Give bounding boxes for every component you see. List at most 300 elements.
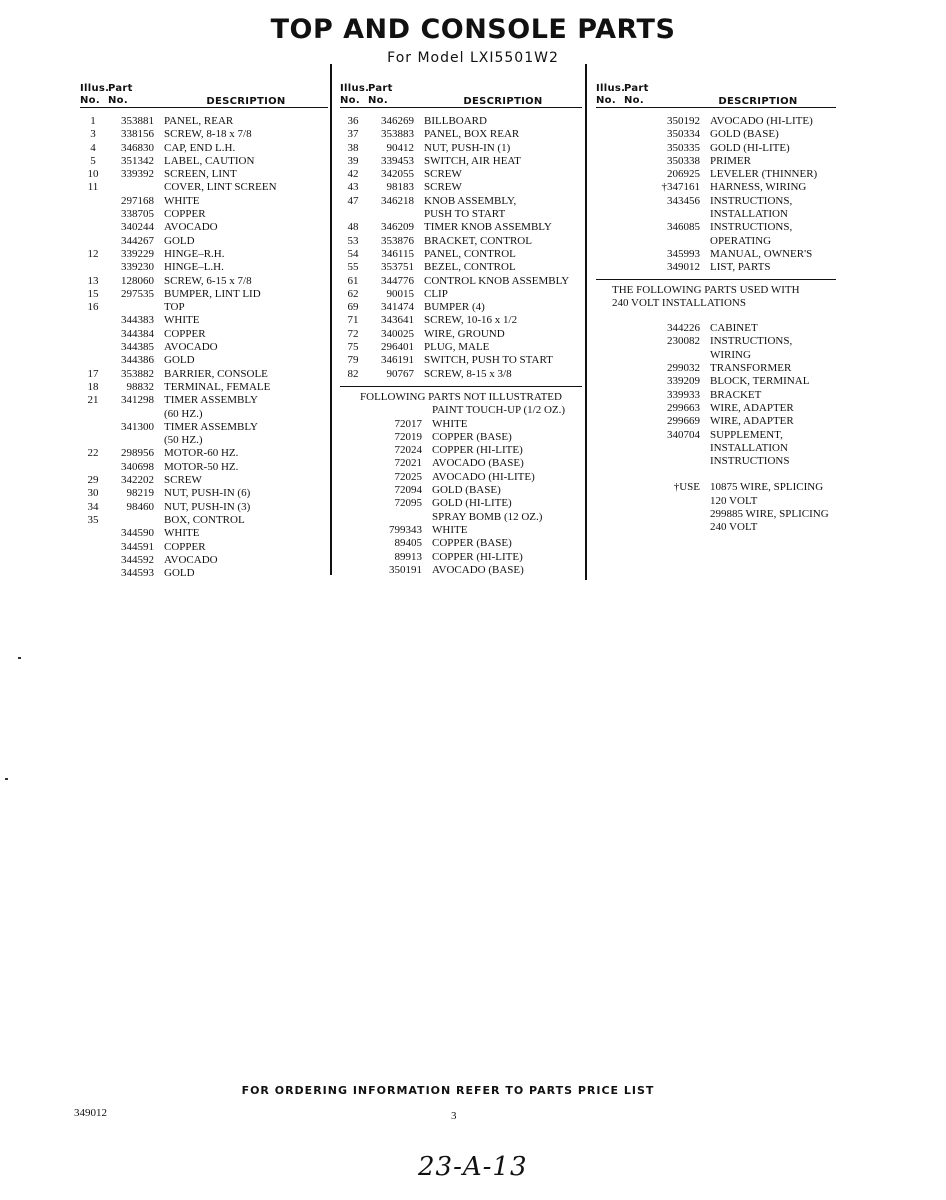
illus-number [80, 434, 106, 447]
part-number: 297535 [121, 287, 154, 300]
part-description: GOLD (HI-LITE) [710, 141, 790, 154]
table-row [80, 275, 328, 288]
part-description: BLOCK, TERMINAL [710, 375, 810, 388]
part-description: GOLD (BASE) [432, 484, 501, 497]
table-row [596, 402, 836, 415]
table-row [340, 275, 582, 288]
illus-number: 71 [347, 314, 359, 327]
table-row [596, 235, 836, 248]
part-number: 341474 [381, 301, 414, 314]
part-number: 344384 [121, 327, 154, 340]
scan-mark [5, 778, 8, 780]
part-number: 339453 [381, 154, 414, 167]
part-description: INSTALLATION [710, 208, 788, 221]
parts-column-1 [80, 75, 328, 580]
illus-number: 3 [90, 128, 96, 141]
illus-number: 72 [347, 327, 359, 340]
illus-number [80, 195, 106, 208]
part-description: WHITE [432, 523, 468, 536]
part-description: TERMINAL, FEMALE [164, 380, 271, 393]
part-number: 341298 [121, 394, 154, 407]
illus-number: 42 [347, 168, 359, 181]
illus-number: 39 [347, 154, 359, 167]
table-row [596, 128, 836, 141]
part-description: PANEL, BOX REAR [424, 128, 520, 141]
part-description: SWITCH, PUSH TO START [424, 354, 553, 367]
part-number: 338705 [121, 208, 154, 221]
part-number: 299032 [667, 362, 700, 375]
table-row [80, 421, 328, 434]
part-description: WIRING [710, 348, 751, 361]
part-number: 346269 [381, 115, 414, 127]
part-number: 345993 [667, 247, 700, 260]
part-description: PRIMER [710, 154, 751, 167]
part-number: 98183 [386, 181, 414, 194]
part-description: BUMPER, LINT LID [164, 287, 261, 300]
illus-number [80, 208, 106, 221]
part-description: COPPER (BASE) [432, 430, 512, 443]
parts-column-2 [340, 75, 582, 577]
splicing-wire-note [596, 481, 836, 534]
part-number [622, 235, 710, 248]
part-description: AVOCADO [164, 221, 218, 234]
parts-list [340, 115, 582, 381]
part-number: 72094 [394, 484, 422, 497]
illus-number: 18 [87, 380, 99, 393]
part-number: 90412 [386, 141, 414, 154]
part-no-header: No. [624, 95, 644, 106]
column-divider [330, 64, 332, 575]
ordering-note: FOR ORDERING INFORMATION REFER TO PARTS PRICE LIST [241, 1084, 655, 1097]
table-row [596, 455, 836, 468]
table-row [340, 457, 582, 470]
part-number [106, 408, 164, 421]
part-description: SUPPLEMENT, [710, 428, 783, 441]
part-number: 340025 [381, 327, 414, 340]
volt-240-list [596, 322, 836, 468]
part-number [106, 434, 164, 447]
part-number: 343641 [381, 314, 414, 327]
part-number [622, 208, 710, 221]
part-number: 344591 [121, 540, 154, 553]
part-number: 339209 [667, 375, 700, 388]
part-number: 339933 [667, 388, 700, 401]
illus-header: Illus. [80, 83, 110, 94]
part-number: 350191 [389, 563, 422, 576]
part-number: 351342 [121, 154, 154, 167]
table-row [80, 181, 328, 194]
part-description: WIRE, GROUND [424, 327, 505, 340]
table-row [80, 328, 328, 341]
illus-no-header: No. [596, 95, 616, 106]
table-row [340, 404, 582, 417]
table-row [340, 128, 582, 141]
part-number: 98219 [126, 487, 154, 500]
part-description: GOLD [164, 354, 195, 367]
part-description: PUSH TO START [424, 208, 506, 221]
table-row [596, 442, 836, 455]
part-description: SCREW [424, 181, 462, 194]
illus-number: 47 [347, 194, 359, 207]
table-row [340, 168, 582, 181]
table-row [80, 541, 328, 554]
table-row [340, 368, 582, 381]
description-header: DESCRIPTION [463, 96, 543, 107]
illus-number [340, 208, 366, 221]
illus-number: 54 [347, 247, 359, 260]
part-number: 344592 [121, 553, 154, 566]
part-number: 343456 [667, 194, 700, 207]
part-description: GOLD (BASE) [710, 128, 779, 141]
part-number: 342055 [381, 168, 414, 181]
illus-number [80, 221, 106, 234]
part-no-header: No. [108, 95, 128, 106]
illus-number: 43 [347, 181, 359, 194]
part-description: 120 VOLT [710, 494, 758, 507]
table-row [340, 484, 582, 497]
table-row [80, 381, 328, 394]
part-number: 72021 [394, 457, 422, 470]
illus-number: 38 [347, 141, 359, 154]
table-row [80, 527, 328, 540]
part-number: 349012 [667, 261, 700, 274]
table-row [340, 248, 582, 261]
table-row [596, 375, 836, 388]
part-number: 340698 [121, 460, 154, 473]
part-number: 339392 [121, 168, 154, 181]
part-number: 344383 [121, 314, 154, 327]
table-row [596, 389, 836, 402]
illus-no-header: No. [80, 95, 100, 106]
part-number: 339230 [121, 261, 154, 274]
table-row [340, 497, 582, 510]
table-row [596, 335, 836, 348]
part-description: LIST, PARTS [710, 261, 771, 274]
illus-header: Illus. [596, 83, 626, 94]
document-number: 349012 [74, 1107, 107, 1119]
table-row [80, 354, 328, 367]
part-description: GOLD (HI-LITE) [432, 497, 512, 510]
part-description: SCREEN, LINT [164, 168, 237, 181]
illus-number [80, 328, 106, 341]
table-row [80, 195, 328, 208]
part-number: †USE [673, 481, 700, 494]
part-description: KNOB ASSEMBLY, [424, 194, 517, 207]
part-number [622, 508, 710, 521]
part-description: AVOCADO (HI-LITE) [432, 470, 535, 483]
part-description: PAINT TOUCH-UP (1/2 OZ.) [432, 404, 566, 417]
illus-number [80, 354, 106, 367]
illus-number: 16 [87, 301, 99, 314]
part-number: 340244 [121, 221, 154, 234]
part-number: 341300 [121, 420, 154, 433]
part-number: 346830 [121, 141, 154, 154]
part-number: 98832 [126, 380, 154, 393]
table-row [596, 362, 836, 375]
column-header [596, 75, 836, 108]
part-description: WHITE [164, 194, 200, 207]
table-row [80, 434, 328, 447]
illus-header: Illus. [340, 83, 370, 94]
part-description: INSTRUCTIONS, [710, 194, 793, 207]
part-number: 89913 [394, 550, 422, 563]
table-row [80, 155, 328, 168]
illus-number: 48 [347, 221, 359, 234]
part-description: INSTRUCTIONS, [710, 335, 793, 348]
part-description: AVOCADO (BASE) [432, 563, 524, 576]
part-description: MANUAL, OWNER'S [710, 247, 813, 260]
part-description: BUMPER (4) [424, 301, 485, 314]
part-description: SWITCH, AIR HEAT [424, 154, 521, 167]
part-description: CAP, END L.H. [164, 141, 236, 154]
table-row [340, 115, 582, 128]
part-number: 128060 [121, 274, 154, 287]
table-row [80, 301, 328, 314]
part-number: 90015 [386, 287, 414, 300]
part-header: Part [624, 83, 649, 94]
table-row [596, 168, 836, 181]
part-description: BEZEL, CONTROL [424, 261, 516, 274]
part-description: LABEL, CAUTION [164, 154, 255, 167]
part-description: TOP [164, 301, 185, 314]
part-number: 98460 [126, 500, 154, 513]
table-row [80, 487, 328, 500]
part-description: (60 HZ.) [164, 407, 203, 420]
illus-number: 55 [347, 261, 359, 274]
table-row [340, 142, 582, 155]
volt-240-heading-line2: 240 VOLT INSTALLATIONS [612, 296, 746, 309]
part-description: WIRE, ADAPTER [710, 415, 794, 428]
part-number: 346191 [381, 354, 414, 367]
part-description: AVOCADO (HI-LITE) [710, 115, 813, 127]
part-description: CLIP [424, 287, 448, 300]
page-number: 3 [451, 1110, 457, 1122]
table-row [596, 521, 836, 534]
table-row [340, 444, 582, 457]
table-row [340, 301, 582, 314]
part-description: CABINET [710, 322, 758, 335]
table-row [80, 235, 328, 248]
table-row [340, 537, 582, 550]
part-description: GOLD [164, 567, 195, 580]
table-row [80, 501, 328, 514]
part-description: COPPER (BASE) [432, 537, 512, 550]
part-number: 298956 [121, 447, 154, 460]
table-row [596, 248, 836, 261]
part-number: 342202 [121, 474, 154, 487]
table-row [340, 354, 582, 367]
part-description: CONTROL KNOB ASSEMBLY [424, 274, 570, 287]
part-header: Part [108, 83, 133, 94]
illus-number [80, 341, 106, 354]
table-row [340, 261, 582, 274]
part-description: WIRE, ADAPTER [710, 401, 794, 414]
part-description: (50 HZ.) [164, 434, 203, 447]
illus-number [80, 461, 106, 474]
description-header: DESCRIPTION [206, 96, 286, 107]
part-number [622, 442, 710, 455]
part-description: SCREW, 6-15 x 7/8 [164, 274, 252, 287]
table-row [596, 508, 836, 521]
table-row [80, 208, 328, 221]
part-description: TIMER ASSEMBLY [164, 394, 258, 407]
table-row [596, 415, 836, 428]
part-number: 89405 [394, 537, 422, 550]
table-row [80, 261, 328, 274]
part-number: 350335 [667, 141, 700, 154]
table-row [340, 511, 582, 524]
table-row [340, 221, 582, 234]
part-description: WHITE [432, 417, 468, 430]
table-row [80, 514, 328, 527]
part-number [366, 208, 424, 221]
table-row [340, 288, 582, 301]
part-description: COPPER (HI-LITE) [432, 444, 523, 457]
part-description: 299885 WIRE, SPLICING [710, 508, 829, 521]
table-row [80, 474, 328, 487]
table-row [340, 155, 582, 168]
table-row [596, 195, 836, 208]
model-subtitle: For Model LXI5501W2 [387, 50, 559, 66]
table-row [80, 128, 328, 141]
table-row [340, 328, 582, 341]
part-number [106, 301, 164, 314]
table-row [340, 235, 582, 248]
part-number: †347161 [661, 181, 700, 194]
table-row [80, 221, 328, 234]
column-divider [585, 64, 587, 580]
table-row [340, 524, 582, 537]
part-description: OPERATING [710, 234, 772, 247]
part-number: 72019 [394, 430, 422, 443]
part-number [366, 404, 432, 417]
table-row [340, 208, 582, 221]
part-number: 206925 [667, 168, 700, 181]
illus-number [80, 261, 106, 274]
part-description: 10875 WIRE, SPLICING [710, 481, 824, 494]
table-row [340, 341, 582, 354]
part-description: AVOCADO [164, 341, 218, 354]
part-description: BRACKET, CONTROL [424, 234, 532, 247]
part-number: 344385 [121, 341, 154, 354]
table-row [596, 155, 836, 168]
table-row [596, 261, 836, 274]
part-description: HINGE–R.H. [164, 247, 225, 260]
page-title: TOP AND CONSOLE PARTS [270, 14, 676, 45]
part-number: 346209 [381, 221, 414, 234]
table-row [80, 341, 328, 354]
part-description: HINGE–L.H. [164, 261, 224, 274]
illus-number: 10 [87, 168, 99, 181]
part-description: INSTRUCTIONS, [710, 221, 793, 234]
part-number: 344776 [381, 274, 414, 287]
table-row [340, 471, 582, 484]
table-row [340, 314, 582, 327]
part-number [106, 514, 164, 527]
part-description: COVER, LINT SCREEN [164, 181, 277, 194]
table-row [596, 221, 836, 234]
handwritten-note: 23-A-13 [418, 1152, 528, 1182]
part-description: COPPER (HI-LITE) [432, 550, 523, 563]
part-number: 350192 [667, 115, 700, 127]
illus-number: 69 [347, 301, 359, 314]
table-row [80, 314, 328, 327]
illus-number [80, 408, 106, 421]
part-description: MOTOR-50 HZ. [164, 460, 239, 473]
part-number [622, 349, 710, 362]
part-description: AVOCADO [164, 553, 218, 566]
part-number: 339229 [121, 247, 154, 260]
part-header: Part [368, 83, 393, 94]
part-number: 350338 [667, 154, 700, 167]
part-number: 344593 [121, 567, 154, 580]
part-description: COPPER [164, 208, 206, 221]
illus-number: 21 [87, 394, 99, 407]
illus-number: 62 [347, 287, 359, 300]
part-description: GOLD [164, 234, 195, 247]
scan-mark [18, 657, 21, 659]
part-number: 353883 [381, 128, 414, 141]
part-number: 340704 [667, 428, 700, 441]
part-number: 346085 [667, 221, 700, 234]
table-row [80, 168, 328, 181]
part-description: NUT, PUSH-IN (3) [164, 500, 251, 513]
table-row [80, 408, 328, 421]
illus-number: 30 [87, 487, 99, 500]
table-row [596, 429, 836, 442]
part-number [622, 495, 710, 508]
part-number: 344267 [121, 234, 154, 247]
part-number: 296401 [381, 341, 414, 354]
not-illustrated-heading: FOLLOWING PARTS NOT ILLUSTRATED [360, 390, 562, 403]
illus-number [80, 554, 106, 567]
illus-number: 61 [347, 274, 359, 287]
part-description: WHITE [164, 527, 200, 540]
part-number [106, 181, 164, 194]
part-number: 353881 [121, 115, 154, 127]
part-number: 230082 [667, 335, 700, 348]
part-description: SCREW, 8-18 x 7/8 [164, 128, 252, 141]
illus-number: 79 [347, 354, 359, 367]
table-row [596, 495, 836, 508]
part-description: INSTRUCTIONS [710, 455, 790, 468]
illus-number: 12 [87, 247, 99, 260]
part-number: 338156 [121, 128, 154, 141]
table-row [340, 418, 582, 431]
table-row [596, 349, 836, 362]
not-illustrated-list [340, 404, 582, 577]
part-description: TIMER ASSEMBLY [164, 420, 258, 433]
part-number [366, 511, 432, 524]
part-description: NUT, PUSH-IN (6) [164, 487, 251, 500]
part-number: 72024 [394, 444, 422, 457]
part-description: HARNESS, WIRING [710, 181, 807, 194]
part-description: INSTALLATION [710, 441, 788, 454]
part-description: COPPER [164, 327, 206, 340]
illus-number: 82 [347, 367, 359, 380]
part-number: 299669 [667, 415, 700, 428]
part-number: 353876 [381, 234, 414, 247]
part-description: NUT, PUSH-IN (1) [424, 141, 511, 154]
part-description: 240 VOLT [710, 521, 758, 534]
illus-number: 53 [347, 234, 359, 247]
section-divider [340, 386, 582, 387]
illus-number: 29 [87, 474, 99, 487]
illus-number [80, 541, 106, 554]
part-description: PLUG, MALE [424, 341, 490, 354]
description-header: DESCRIPTION [718, 96, 798, 107]
part-description: SCREW [164, 474, 202, 487]
